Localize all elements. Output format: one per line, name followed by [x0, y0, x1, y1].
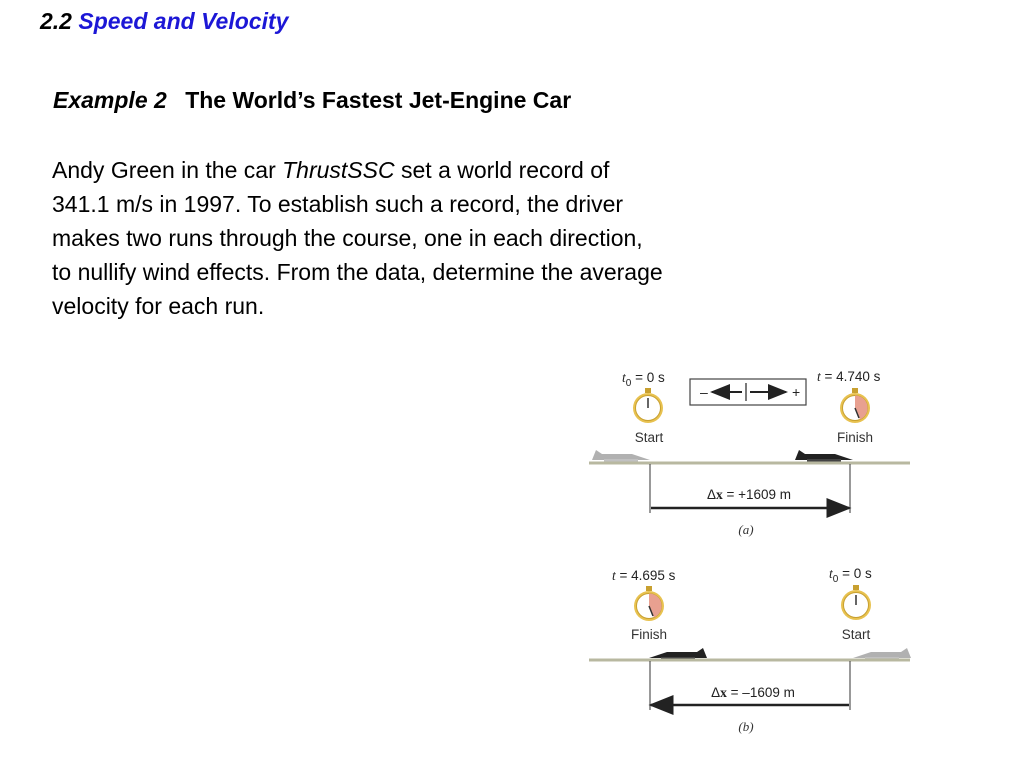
start-label: Start — [841, 627, 871, 642]
jet-car-icon — [592, 450, 650, 462]
statement-line: 341.1 m/s in 1997. To establish such a record, the driver — [52, 191, 624, 217]
statement-line: velocity for each run. — [52, 293, 265, 319]
minus-sign: – — [700, 384, 708, 400]
car-name: ThrustSSC — [282, 157, 395, 183]
stopwatch-icon — [634, 586, 664, 621]
start-time-label: $t_0 = 0$ s — [622, 370, 665, 389]
stopwatch-icon — [841, 585, 871, 620]
caption-a: (a) — [738, 522, 754, 537]
section-number: 2.2 — [40, 8, 72, 34]
displacement-label: Δx = +1609 m — [706, 487, 792, 502]
panel-b — [589, 566, 911, 734]
finish-label: Finish — [836, 430, 874, 445]
panel-a — [589, 369, 910, 537]
finish-time-label: t = 4.740 s — [817, 369, 881, 384]
direction-legend — [690, 379, 806, 405]
statement-line: to nullify wind effects. From the data, determine the average — [52, 259, 663, 285]
statement-line: makes two runs through the course, one in each direction, — [52, 225, 643, 251]
plus-sign: + — [792, 384, 801, 400]
example-label: Example 2 — [53, 87, 167, 113]
finish-time-label: t = 4.695 s — [612, 568, 676, 583]
jet-car-icon — [853, 648, 911, 660]
caption-b: (b) — [738, 719, 754, 734]
statement-text: set a world record of — [394, 157, 610, 183]
jet-car-icon — [795, 450, 853, 462]
section-title: Speed and Velocity — [78, 8, 289, 34]
statement-text: Andy Green in the car — [52, 157, 283, 183]
start-label: Start — [634, 430, 664, 445]
example-title: The World’s Fastest Jet-Engine Car — [185, 87, 572, 113]
finish-label: Finish — [630, 627, 668, 642]
jet-car-icon — [649, 648, 707, 660]
stopwatch-icon — [840, 388, 870, 423]
displacement-label: Δx = –1609 m — [711, 685, 795, 700]
stopwatch-icon — [633, 388, 663, 423]
start-time-label: $t_0 = 0$ s — [829, 566, 872, 585]
